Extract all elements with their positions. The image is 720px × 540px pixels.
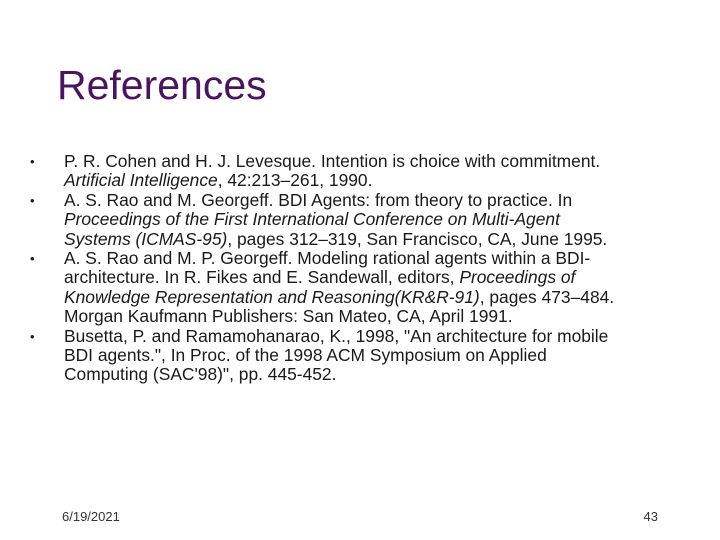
reference-text: Busetta, P. and Ramamohanarao, K., 1998, "An architecture for mobile: [64, 325, 609, 346]
footer-date: 6/19/2021: [62, 509, 120, 524]
reference-text: Computing (SAC'98)", pp. 445-452.: [64, 364, 337, 385]
reference-italic-text: Systems (ICMAS-95): [64, 228, 228, 249]
reference-line: [64, 365, 710, 384]
bullet-icon: •: [30, 192, 35, 208]
reference-text: architecture. In R. Fikes and E. Sandewall, editors,: [64, 267, 460, 288]
reference-line: [64, 249, 710, 268]
reference-text: Morgan Kaufmann Publishers: San Mateo, CA, April 1991.: [64, 306, 513, 327]
reference-text: , pages 473–484.: [479, 286, 615, 307]
reference-text: , pages 312–319, San Francisco, CA, June 1995.: [227, 228, 608, 249]
reference-item: [30, 327, 710, 385]
reference-item: [30, 191, 710, 249]
reference-line: [64, 152, 710, 171]
reference-line: [64, 171, 710, 190]
reference-italic-text: Knowledge Representation and Reasoning(KR&R-91): [64, 286, 480, 307]
reference-line: [64, 307, 710, 326]
reference-text: P. R. Cohen and H. J. Levesque. Intention is choice with commitment.: [64, 151, 601, 171]
reference-line: [64, 268, 710, 287]
reference-line: [64, 346, 710, 365]
reference-italic-text: Artificial Intelligence: [64, 170, 218, 191]
reference-line: [64, 327, 710, 346]
page-number: 43: [643, 509, 658, 524]
reference-item: [30, 152, 710, 191]
reference-text: A. S. Rao and M. Georgeff. BDI Agents: from theory to practice. In: [64, 189, 573, 210]
bullet-icon: •: [30, 251, 35, 267]
reference-text: A. S. Rao and M. P. Georgeff. Modeling rational agents within a BDI-: [64, 248, 591, 269]
reference-list: [30, 152, 710, 385]
bullet-icon: •: [30, 328, 35, 344]
reference-line: [64, 210, 710, 229]
reference-italic-text: Proceedings of the First International Conference on Multi-Agent: [64, 209, 560, 230]
reference-line: [64, 230, 710, 249]
reference-text: , 42:213–261, 1990.: [217, 170, 373, 191]
reference-italic-text: Proceedings of: [459, 267, 576, 288]
reference-line: [64, 288, 710, 307]
reference-line: [64, 191, 710, 210]
reference-item: [30, 249, 710, 327]
reference-text: BDI agents.", In Proc. of the 1998 ACM Symposium on Applied: [64, 345, 547, 366]
bullet-icon: •: [30, 154, 35, 169]
slide-title: References: [57, 62, 267, 108]
